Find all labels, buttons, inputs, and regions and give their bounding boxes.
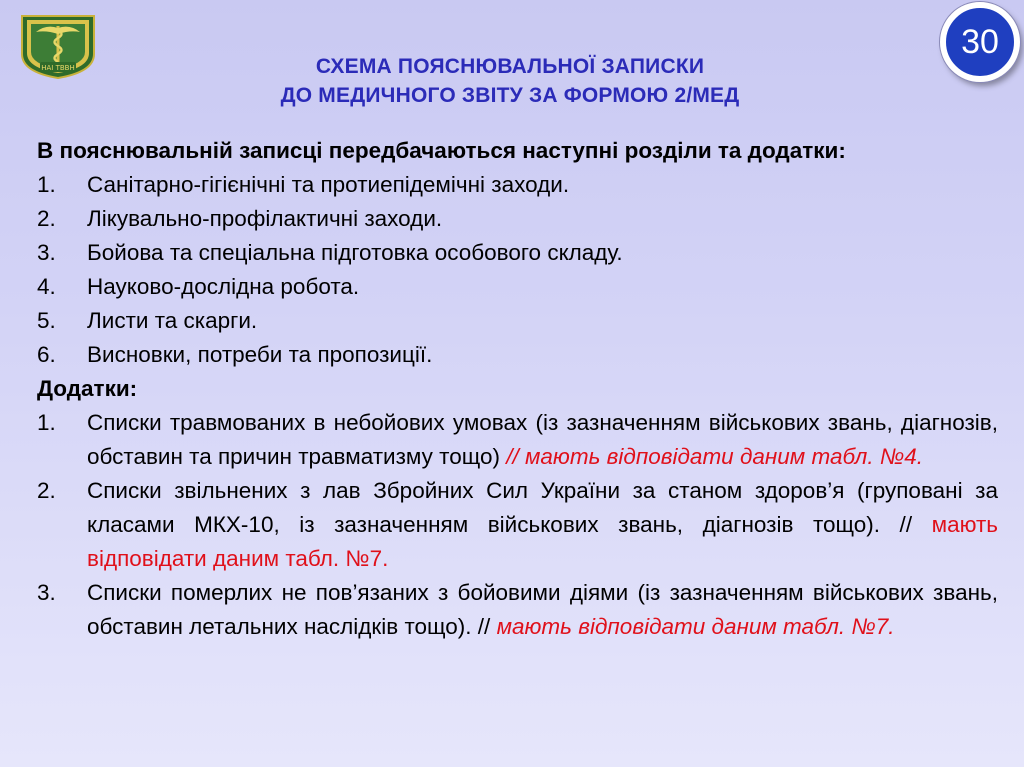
- appendix-item: [37, 474, 998, 576]
- appendix-item: [37, 406, 998, 474]
- appendix-text: Списки померлих не пов’язаних з бойовими діями (із зазначенням військових звань, обставин летальних наслідків тощо). //: [87, 580, 998, 639]
- list-item-text: Висновки, потреби та пропозиції.: [87, 342, 433, 367]
- appendix-number: 3.: [37, 580, 56, 605]
- appendix-text: Списки звільнених з лав Збройних Сил України за станом здоров’я (груповані за класами МКХ-10, із зазначенням військових звань, діагнозів тощо). //: [87, 478, 998, 537]
- appendix-note: мають відповідати даним табл. №7.: [496, 614, 895, 639]
- list-item-text: Бойова та спеціальна підготовка особового складу.: [87, 240, 623, 265]
- slide-body: [37, 134, 998, 644]
- intro-text: В пояснювальній записці передбачаються наступні розділи та додатки:: [37, 138, 846, 163]
- appendix-text: Списки травмованих в небойових умовах (із зазначенням військових звань, діагнозів, обставин та причин травматизму тощо): [87, 410, 998, 469]
- logo-text: НАІ ТВВН: [41, 64, 75, 72]
- list-item-number: 4.: [37, 274, 56, 299]
- list-item-text: Листи та скарги.: [87, 308, 258, 333]
- list-item-text: Санітарно-гігієнічні та протиепідемічні заходи.: [87, 172, 570, 197]
- list-item-number: 5.: [37, 308, 56, 333]
- appendix-text-block: [87, 406, 998, 474]
- logo: [18, 14, 98, 80]
- appendix-item: [37, 576, 998, 644]
- appendix-text-block: [87, 576, 998, 644]
- appendix-number: 1.: [37, 410, 56, 435]
- list-item: [37, 270, 998, 304]
- title-line-1: СХЕМА ПОЯСНЮВАЛЬНОЇ ЗАПИСКИ: [315, 55, 705, 78]
- list-item-number: 2.: [37, 206, 56, 231]
- medical-emblem-icon: [18, 14, 98, 80]
- slide-number-badge: [940, 2, 1020, 82]
- appendix-note: // мають відповідати даним табл. №4.: [506, 444, 923, 469]
- list-item-number: 1.: [37, 172, 56, 197]
- list-item-number: 3.: [37, 240, 56, 265]
- appendix-number: 2.: [37, 478, 56, 503]
- list-item: [37, 236, 998, 270]
- list-item: [37, 338, 998, 372]
- title-line-2: ДО МЕДИЧНОГО ЗВІТУ ЗА ФОРМОЮ 2/МЕД: [280, 84, 740, 107]
- list-item: [37, 304, 998, 338]
- appendix-note: мають відповідати даним табл. №7.: [87, 512, 998, 571]
- list-item: [37, 202, 998, 236]
- list-item-text: Науково-дослідна робота.: [87, 274, 360, 299]
- page-title: [150, 52, 870, 110]
- appendix-text-block: [87, 474, 998, 576]
- list-item-number: 6.: [37, 342, 56, 367]
- list-item-text: Лікувально-профілактичні заходи.: [87, 206, 443, 231]
- list-item: [37, 168, 998, 202]
- slide-number: 30: [961, 22, 999, 61]
- appendix-heading: Додатки:: [37, 376, 138, 401]
